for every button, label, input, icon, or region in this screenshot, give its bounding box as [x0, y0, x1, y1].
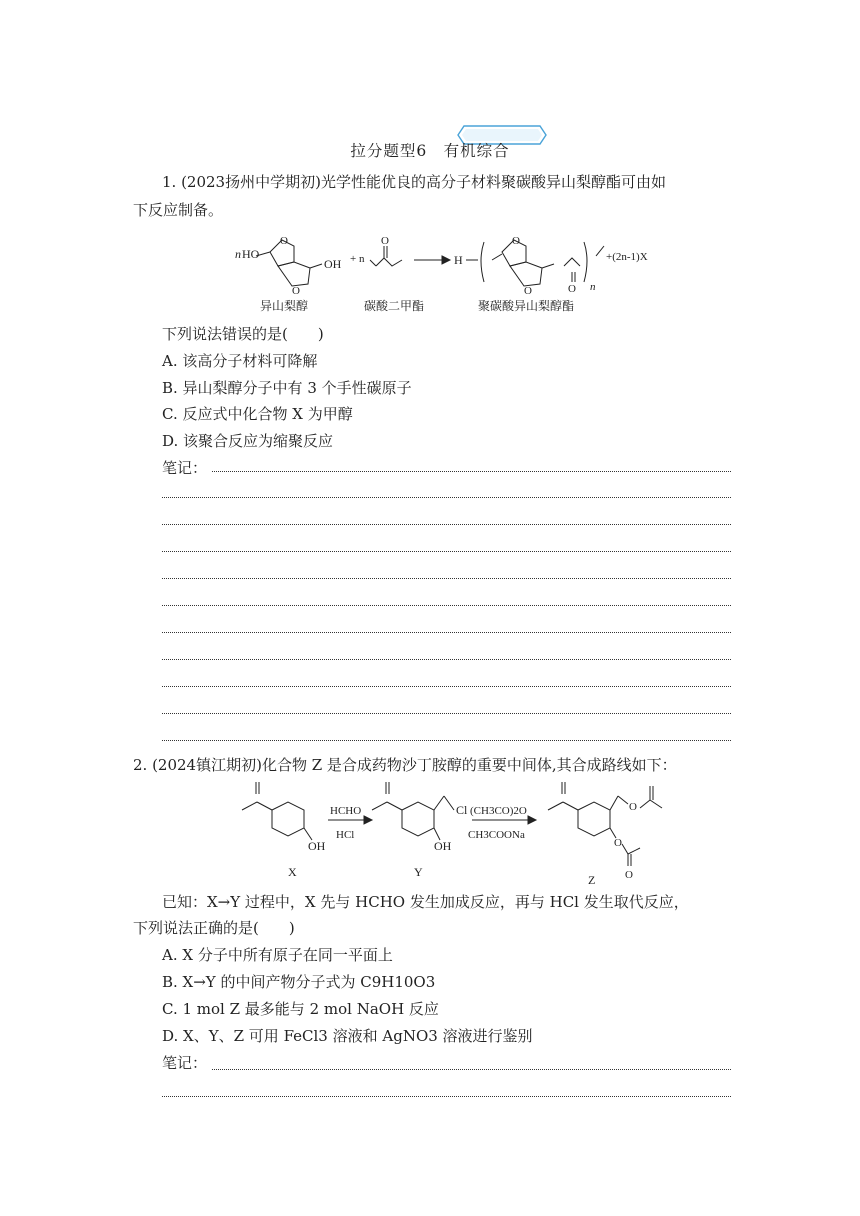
q2-z-carbonyl-o: O — [625, 869, 633, 881]
q1-h-end: H — [454, 253, 463, 267]
q2-x-oh: OH — [308, 839, 326, 853]
q1-reactant1-label: 异山梨醇 — [260, 299, 309, 313]
q1-stem-line1: 1. (2023扬州中学期初)光学性能优良的高分子材料聚碳酸异山梨醇酯可由如 — [162, 173, 666, 191]
q2-notes-label: 笔记： — [162, 1054, 208, 1072]
note-line[interactable] — [162, 578, 731, 579]
q2-z-label: Z — [588, 873, 596, 884]
q2-option-d: D. X、Y、Z 可用 FeCl3 溶液和 AgNO3 溶液进行鉴别 — [162, 1027, 533, 1045]
q2-y-label: Y — [414, 865, 423, 879]
section-title: 拉分题型6 有机综合 — [350, 142, 510, 160]
q1-option-d: D. 该聚合反应为缩聚反应 — [162, 432, 334, 450]
q2-option-c: C. 1 mol Z 最多能与 2 mol NaOH 反应 — [162, 1000, 439, 1018]
q2-reagent1-top: HCHO — [330, 805, 362, 817]
q1-plus-n: + n — [350, 253, 365, 265]
q2-y-oh: OH — [434, 839, 452, 853]
note-line[interactable] — [212, 1069, 731, 1070]
q1-ho-group: HO — [242, 247, 260, 261]
q1-ring-o1: O — [280, 235, 288, 247]
note-line[interactable] — [162, 605, 731, 606]
note-line[interactable] — [162, 497, 731, 498]
q1-option-b: B. 异山梨醇分子中有 3 个手性碳原子 — [162, 379, 412, 397]
q2-z-ester-o1: O — [629, 801, 637, 813]
q1-notes-label: 笔记： — [162, 459, 208, 477]
q1-prod-ring-o1: O — [512, 235, 520, 247]
q1-oh-group: OH — [324, 257, 342, 271]
q2-y-cl: Cl — [456, 803, 468, 817]
q1-repeat-n: n — [590, 281, 596, 293]
q2-stem: 2. (2024镇江期初)化合物 Z 是合成药物沙丁胺醇的重要中间体,其合成路线如下： — [133, 756, 677, 774]
note-line[interactable] — [162, 551, 731, 552]
q1-prod-ring-o2: O — [524, 285, 532, 297]
q1-product-label: 聚碳酸异山梨醇酯 — [478, 299, 575, 313]
q2-x-label: X — [288, 865, 297, 879]
section-title-wrap — [0, 139, 860, 161]
q1-reactant2-label: 碳酸二甲酯 — [364, 299, 425, 313]
q1-carbonyl-o: O — [381, 235, 389, 247]
q2-z-ester-o2: O — [614, 837, 622, 849]
note-line[interactable] — [162, 1096, 731, 1097]
q1-prod-carbonyl-o: O — [568, 283, 576, 295]
q1-ring-o2: O — [292, 285, 300, 297]
q2-known-line1: 已知：X→Y 过程中，X 先与 HCHO 发生加成反应，再与 HCl 发生取代反应， — [162, 893, 689, 911]
q1-coef-n: n — [235, 247, 241, 261]
q2-known-line2: 下列说法正确的是( ) — [133, 919, 295, 937]
q2-reagent2-top: (CH3CO)2O — [470, 805, 527, 817]
q1-stem-line2: 下反应制备。 — [133, 201, 224, 219]
note-line[interactable] — [162, 713, 731, 714]
note-line[interactable] — [162, 659, 731, 660]
q1-question: 下列说法错误的是( ) — [162, 325, 324, 343]
note-line[interactable] — [212, 471, 731, 472]
note-line[interactable] — [162, 632, 731, 633]
q2-reagent2-bottom: CH3COONa — [468, 829, 525, 841]
q1-option-c: C. 反应式中化合物 X 为甲醇 — [162, 405, 353, 423]
q2-option-a: A. X 分子中所有原子在同一平面上 — [162, 946, 393, 964]
q2-synthesis-scheme — [232, 780, 692, 884]
q2-reagent1-bottom: HCl — [336, 829, 355, 841]
q2-option-b: B. X→Y 的中间产物分子式为 C9H10O3 — [162, 973, 436, 991]
q1-option-a: A. 该高分子材料可降解 — [162, 352, 318, 370]
note-line[interactable] — [162, 686, 731, 687]
note-line[interactable] — [162, 524, 731, 525]
q1-reaction-scheme — [230, 232, 670, 318]
q1-byproduct: +(2n-1)X — [606, 251, 648, 263]
note-line[interactable] — [162, 740, 731, 741]
